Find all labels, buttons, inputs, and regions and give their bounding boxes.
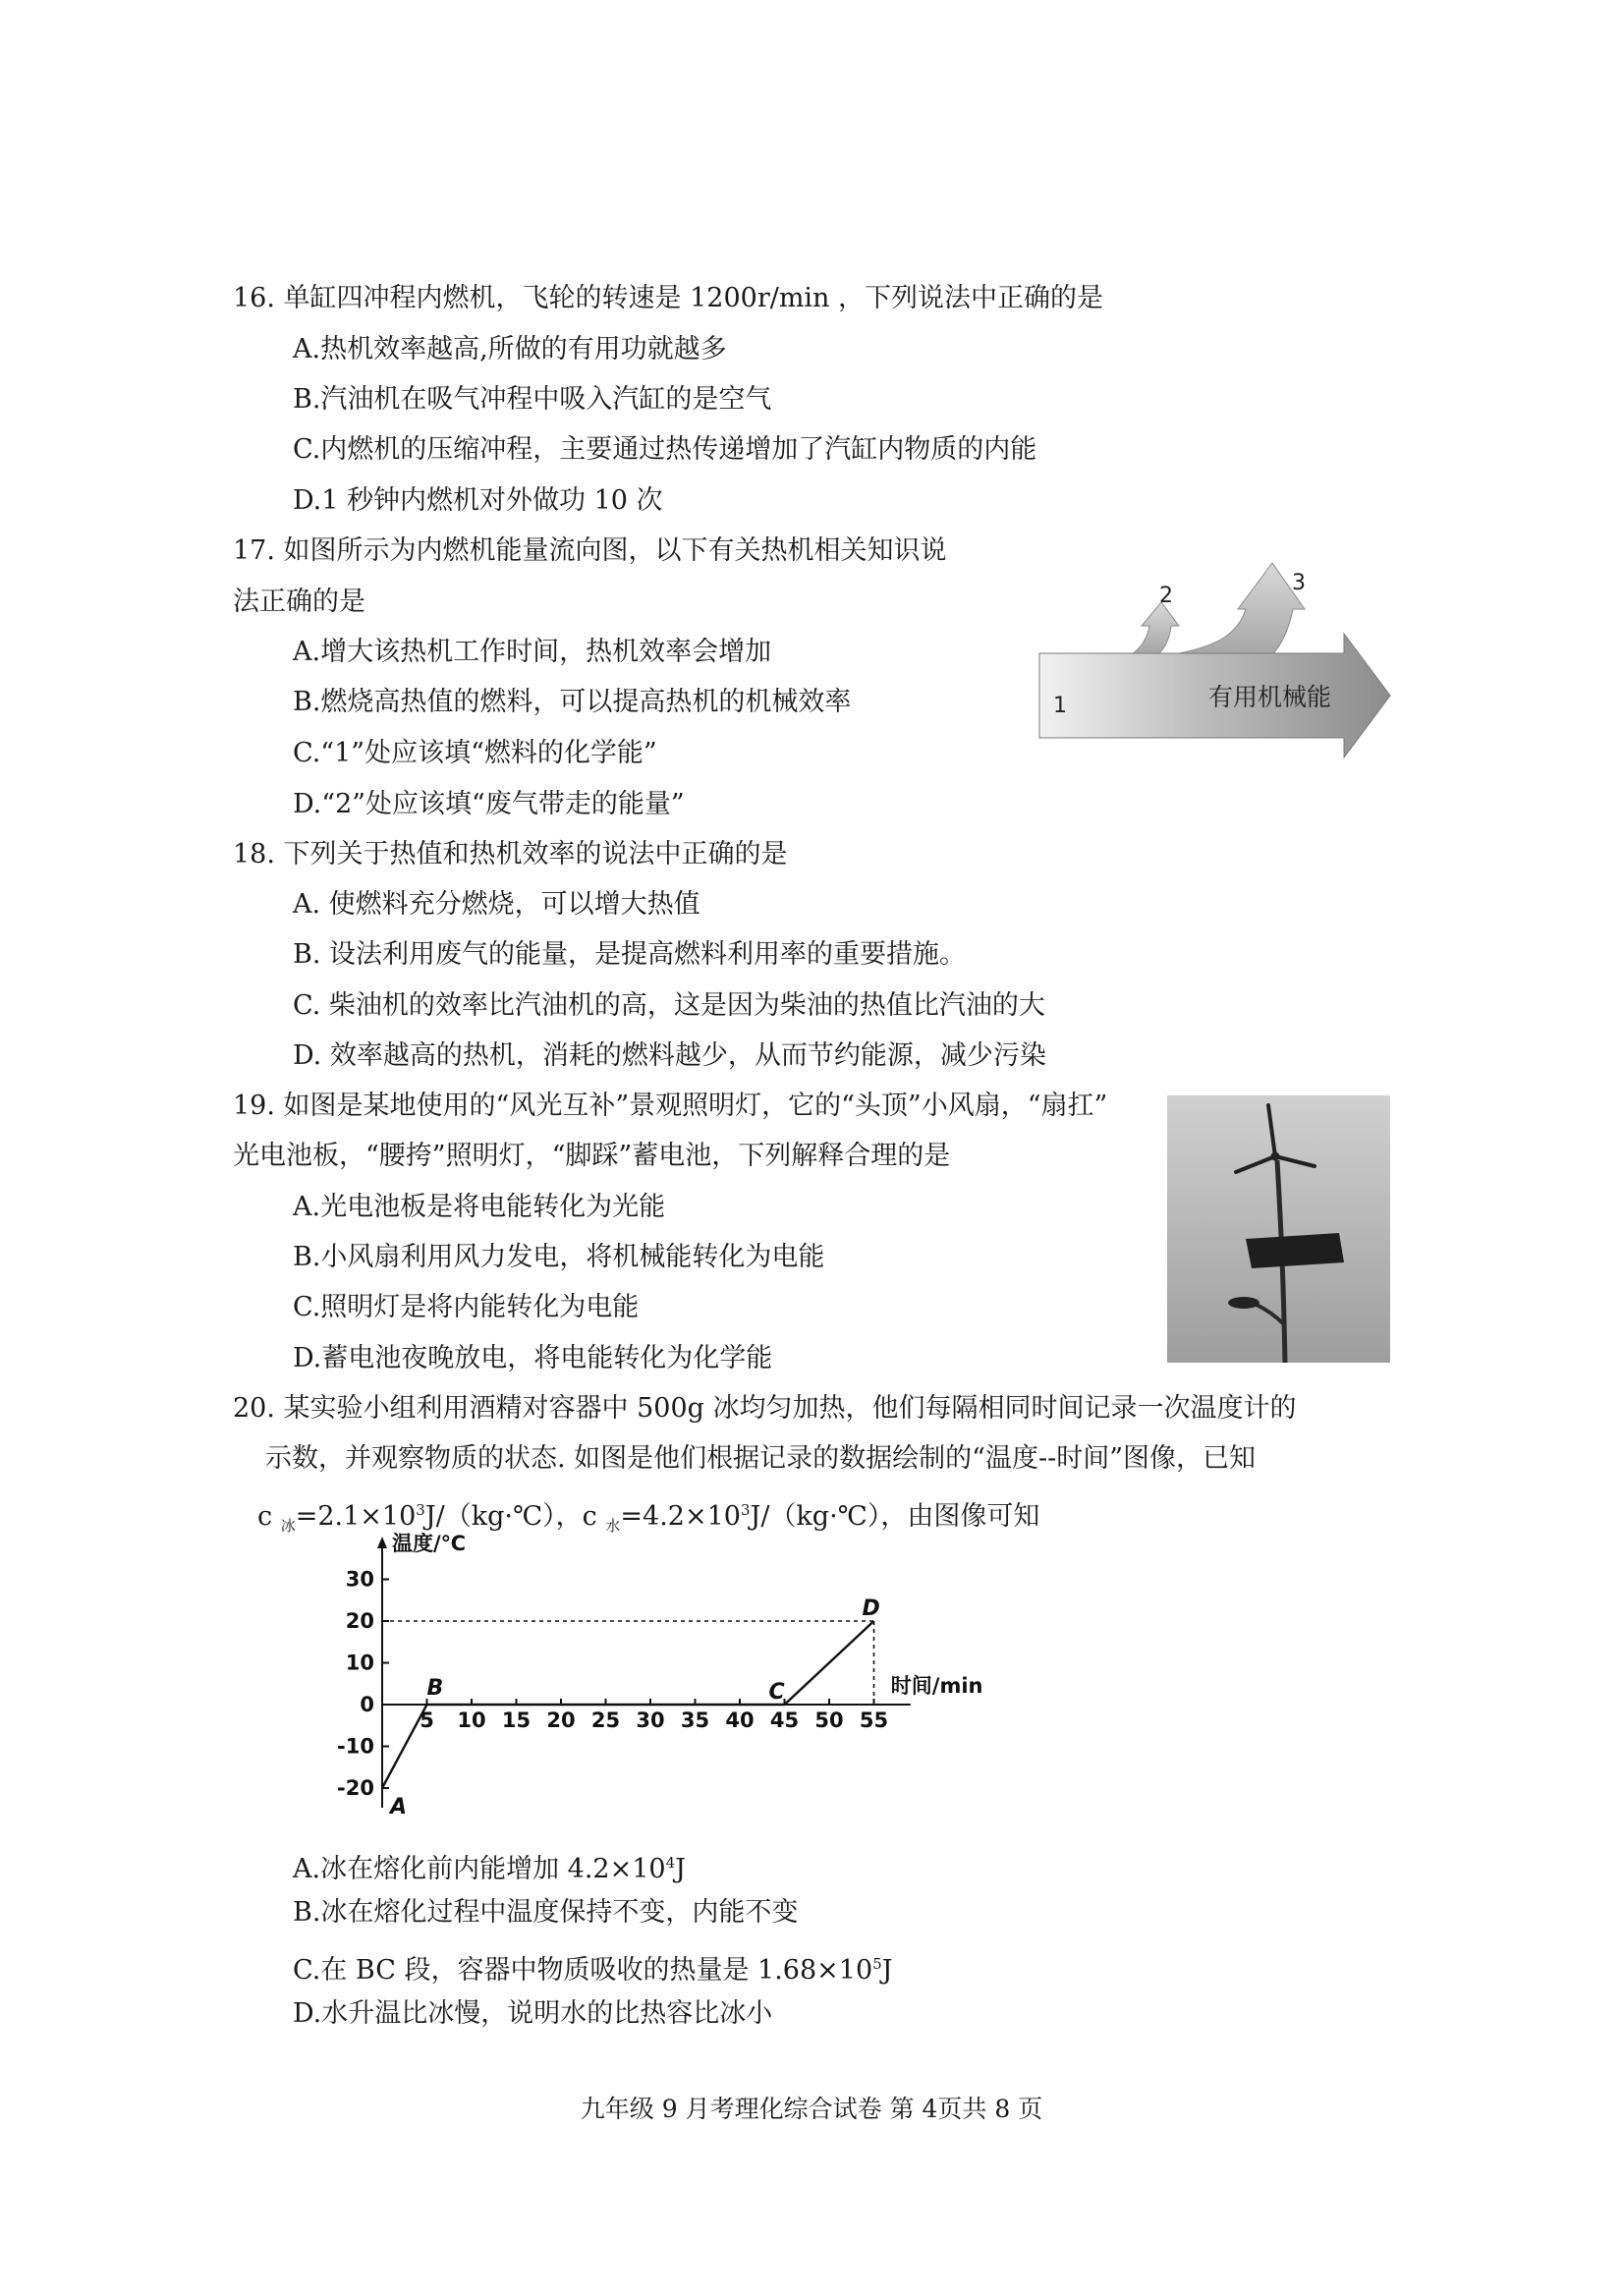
x-tick-label: 15: [501, 1708, 532, 1732]
q17-option-d: D.“2”处应该填“废气带走的能量”: [293, 789, 685, 819]
energy-flow-diagram: [1032, 555, 1395, 766]
x-axis-title: 时间/min: [890, 1674, 983, 1698]
y-axis-arrow: [377, 1537, 387, 1548]
page-footer: 九年级 9 月考理化综合试卷 第 4页共 8 页: [580, 2095, 1043, 2123]
c-ice-unit: J/（kg·℃），c: [424, 1501, 606, 1532]
q20-option-c-unit: J: [881, 1955, 893, 1986]
y-tick-label: -10: [337, 1734, 374, 1759]
y-tick-label: 10: [345, 1651, 374, 1675]
c-water-value: =4.2×10: [620, 1501, 741, 1532]
c-ice-exponent: 3: [416, 1501, 425, 1519]
y-tick-label: 0: [360, 1693, 374, 1716]
q16-stem: 16. 单缸四冲程内燃机，飞轮的转速是 1200r/min ，下列说法中正确的是: [233, 283, 1104, 313]
x-tick-label: 50: [814, 1708, 844, 1732]
q18-stem: 18. 下列关于热值和热机效率的说法中正确的是: [233, 839, 788, 869]
q18-option-a: A. 使燃料充分燃烧，可以增大热值: [293, 889, 700, 920]
q19-option-d: D.蓄电池夜晚放电，将电能转化为化学能: [293, 1343, 773, 1373]
q20-option-a-unit: J: [675, 1854, 686, 1884]
q17-option-b: B.燃烧高热值的燃料，可以提高热机的机械效率: [293, 687, 852, 717]
q16-option-c: C.内燃机的压缩冲程，主要通过热传递增加了汽缸内物质的内能: [293, 434, 1037, 465]
q16-option-a: A.热机效率越高,所做的有用功就越多: [293, 334, 727, 364]
x-tick-label: 20: [546, 1708, 576, 1732]
q16-option-b: B.汽油机在吸气冲程中吸入汽缸的是空气: [293, 384, 772, 415]
x-tick-label: 30: [636, 1708, 665, 1732]
flow-label-3: 3: [1292, 571, 1306, 595]
q20-option-c-exponent: 5: [872, 1955, 882, 1973]
x-tick-label: 25: [590, 1708, 621, 1732]
q19-stem-line2: 光电池板，“腰挎”照明灯，“脚踩”蓄电池，下列解释合理的是: [233, 1141, 951, 1171]
y-axis-title: 温度/℃: [392, 1533, 467, 1555]
c-ice-symbol: c: [257, 1501, 281, 1532]
point-label: A: [390, 1795, 408, 1820]
q20-option-d: D.水升温比冰慢，说明水的比热容比冰小: [293, 1998, 773, 2029]
q17-stem-line2: 法正确的是: [233, 587, 365, 617]
x-tick-label: 45: [769, 1708, 800, 1732]
q16-option-d: D.1 秒钟内燃机对外做功 10 次: [293, 485, 663, 516]
q20-option-b: B.冰在熔化过程中温度保持不变，内能不变: [293, 1897, 799, 1928]
y-tick-label: 20: [345, 1609, 374, 1633]
x-tick-label: 35: [680, 1708, 710, 1732]
ice-subscript: 冰: [280, 1517, 296, 1535]
x-tick-label: 10: [457, 1708, 486, 1732]
q19-stem-line1: 19. 如图是某地使用的“风光互补”景观照明灯，它的“头顶”小风扇，“扇扛”: [233, 1091, 1108, 1121]
water-subscript: 水: [605, 1517, 621, 1535]
point-label: B: [426, 1676, 444, 1701]
q18-option-b: B. 设法利用废气的能量，是提高燃料利用率的重要措施。: [293, 939, 967, 970]
q17-stem-line1: 17. 如图所示为内燃机能量流向图，以下有关热机相关知识说: [233, 535, 947, 566]
q20-option-a-exponent: 4: [665, 1854, 676, 1872]
temperature-time-chart: [324, 1533, 1012, 1827]
flow-label-useful-work: 有用机械能: [1208, 683, 1332, 711]
c-water-unit: J/（kg·℃），由图像可知: [750, 1501, 1040, 1532]
q19-option-a: A.光电池板是将电能转化为光能: [293, 1192, 666, 1222]
q20-option-c: [293, 1947, 893, 1988]
q20-stem-line2: 示数，并观察物质的状态. 如图是他们根据记录的数据绘制的“温度--时间”图像，已知: [265, 1443, 1257, 1474]
y-tick-label: 30: [345, 1567, 374, 1592]
q17-option-a: A.增大该热机工作时间，热机效率会增加: [293, 637, 772, 667]
lamp-head-icon: [1228, 1297, 1259, 1309]
x-tick-label: 40: [725, 1708, 755, 1732]
flow-label-1: 1: [1053, 694, 1067, 718]
x-tick-label: 5: [420, 1708, 434, 1732]
q20-option-c-text: C.在 BC 段，容器中物质吸收的热量是 1.68×10: [293, 1955, 873, 1986]
solar-panel-icon: [1246, 1233, 1344, 1268]
q20-stem-line1: 20. 某实验小组利用酒精对容器中 500g 冰均匀加热，他们每隔相同时间记录一次温度计的: [233, 1393, 1297, 1424]
q20-option-a: [293, 1846, 686, 1886]
flow-label-2: 2: [1159, 584, 1173, 608]
q19-option-b: B.小风扇利用风力发电，将机械能转化为电能: [293, 1242, 825, 1272]
c-ice-value: =2.1×10: [295, 1501, 417, 1532]
street-lamp-photo: [1167, 1095, 1390, 1363]
c-water-exponent: 3: [740, 1501, 751, 1519]
point-label: C: [768, 1680, 785, 1705]
q19-option-c: C.照明灯是将内能转化为电能: [293, 1292, 640, 1322]
q18-option-d: D. 效率越高的热机，消耗的燃料越少，从而节约能源，减少污染: [293, 1040, 1046, 1071]
q17-option-c: C.“1”处应该填“燃料的化学能”: [293, 738, 657, 768]
point-label: D: [862, 1596, 880, 1621]
q18-option-c: C. 柴油机的效率比汽油机的高，这是因为柴油的热值比汽油的大: [293, 990, 1045, 1021]
q20-option-a-text: A.冰在熔化前内能增加 4.2×10: [293, 1854, 666, 1884]
y-tick-label: -20: [337, 1776, 374, 1800]
x-tick-label: 55: [859, 1708, 889, 1732]
